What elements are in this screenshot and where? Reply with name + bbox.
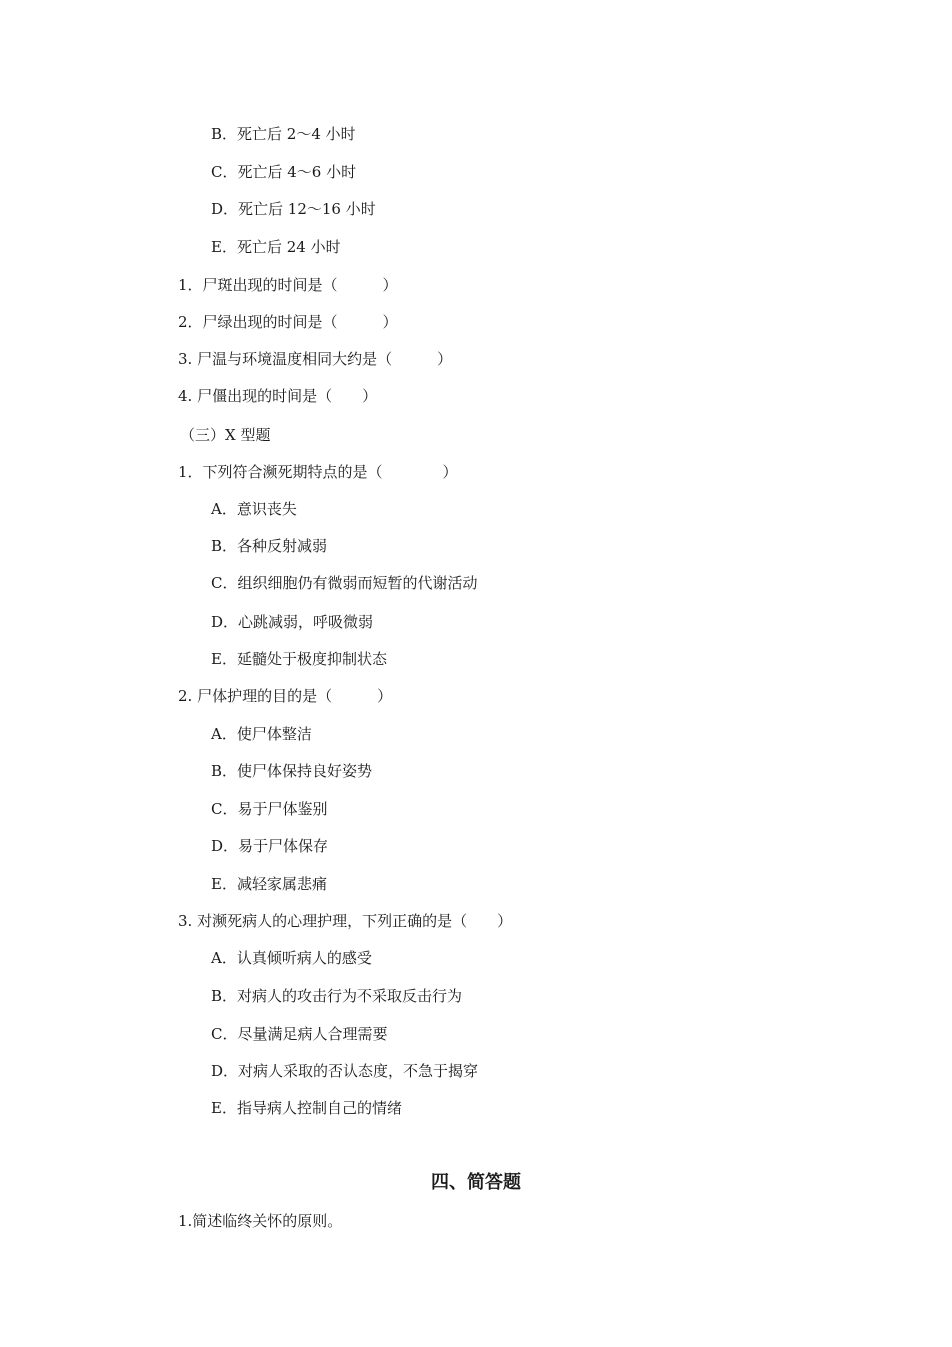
option-a: A．使尸体整洁	[211, 725, 312, 743]
option-c: C．组织细胞仍有微弱而短暂的代谢活动	[211, 574, 478, 592]
option-d: D．对病人采取的否认态度，不急于揭穿	[211, 1062, 479, 1080]
question-4: 4. 尸僵出现的时间是（ ）	[178, 387, 378, 405]
question-1: 1．尸斑出现的时间是（ ）	[178, 276, 398, 294]
question-stem: 1．下列符合濒死期特点的是（ ）	[178, 463, 458, 481]
section-heading: 四、简答题	[431, 1172, 521, 1193]
option-d: D．死亡后 12～16 小时	[211, 200, 376, 218]
option-b: B．使尸体保持良好姿势	[211, 762, 373, 780]
option-a: A．认真倾听病人的感受	[211, 949, 372, 967]
short-answer-question: 1.简述临终关怀的原则。	[178, 1212, 343, 1230]
question-2: 2．尸绿出现的时间是（ ）	[178, 313, 398, 331]
option-e: E．延髓处于极度抑制状态	[211, 650, 387, 668]
section-title: （三）X 型题	[180, 426, 271, 444]
question-3: 3. 尸温与环境温度相同大约是（ ）	[178, 350, 453, 368]
option-a: A．意识丧失	[211, 500, 297, 518]
option-b: B．各种反射减弱	[211, 537, 328, 555]
option-d: D．易于尸体保存	[211, 837, 329, 855]
question-stem: 2. 尸体护理的目的是（ ）	[178, 687, 393, 705]
option-e: E．减轻家属悲痛	[211, 875, 327, 893]
option-b: B．对病人的攻击行为不采取反击行为	[211, 987, 463, 1005]
option-c: C．易于尸体鉴别	[211, 800, 328, 818]
option-e: E．死亡后 24 小时	[211, 238, 341, 256]
option-e: E．指导病人控制自己的情绪	[211, 1099, 402, 1117]
option-c: C．死亡后 4～6 小时	[211, 163, 357, 181]
option-d: D．心跳减弱，呼吸微弱	[211, 613, 374, 631]
option-b: B．死亡后 2～4 小时	[211, 125, 356, 143]
question-stem: 3. 对濒死病人的心理护理，下列正确的是（ ）	[178, 912, 513, 930]
option-c: C．尽量满足病人合理需要	[211, 1025, 388, 1043]
